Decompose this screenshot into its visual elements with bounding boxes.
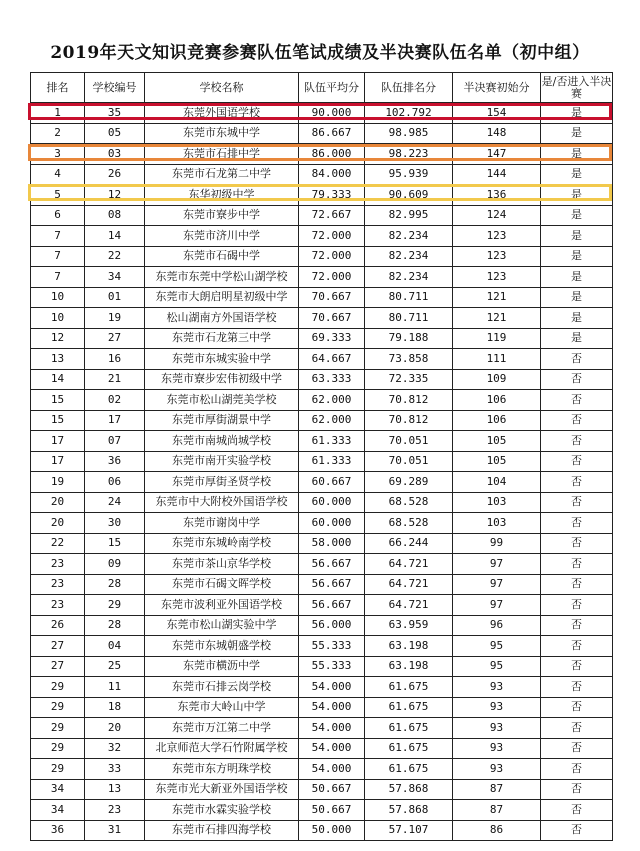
school-code-cell: 11 — [85, 677, 145, 698]
rank-cell: 23 — [31, 595, 85, 616]
semifinal-score-cell: 105 — [453, 451, 541, 472]
advance-cell: 是 — [541, 185, 613, 206]
advance-cell: 否 — [541, 390, 613, 411]
rank-cell: 5 — [31, 185, 85, 206]
school-code-cell: 19 — [85, 308, 145, 329]
average-score-cell: 60.667 — [299, 472, 365, 493]
rank-score-cell: 69.289 — [365, 472, 453, 493]
semifinal-score-cell: 104 — [453, 472, 541, 493]
table-row — [31, 492, 613, 513]
rank-cell: 23 — [31, 554, 85, 575]
semifinal-score-cell: 154 — [453, 103, 541, 124]
semifinal-score-cell: 111 — [453, 349, 541, 370]
average-score-cell: 70.667 — [299, 287, 365, 308]
rank-score-cell: 98.985 — [365, 123, 453, 144]
rank-score-cell: 57.107 — [365, 820, 453, 841]
table-row — [31, 759, 613, 780]
table-row — [31, 103, 613, 124]
advance-cell: 是 — [541, 164, 613, 185]
table-row — [31, 349, 613, 370]
rank-cell: 12 — [31, 328, 85, 349]
school-code-cell: 20 — [85, 718, 145, 739]
school-code-cell: 28 — [85, 574, 145, 595]
rank-score-cell: 73.858 — [365, 349, 453, 370]
header-school-name: 学校名称 — [145, 73, 299, 103]
table-row — [31, 246, 613, 267]
school-code-cell: 05 — [85, 123, 145, 144]
average-score-cell: 54.000 — [299, 718, 365, 739]
rank-score-cell: 70.812 — [365, 390, 453, 411]
semifinal-score-cell: 121 — [453, 308, 541, 329]
rank-score-cell: 82.234 — [365, 246, 453, 267]
advance-cell: 否 — [541, 820, 613, 841]
average-score-cell: 56.667 — [299, 595, 365, 616]
school-name-cell: 东莞市石排中学 — [145, 144, 299, 165]
school-name-cell: 东莞市中大附校外国语学校 — [145, 492, 299, 513]
school-code-cell: 30 — [85, 513, 145, 534]
rank-score-cell: 72.335 — [365, 369, 453, 390]
advance-cell: 否 — [541, 677, 613, 698]
school-name-cell: 东莞市松山湖莞美学校 — [145, 390, 299, 411]
advance-cell: 是 — [541, 123, 613, 144]
school-name-cell: 东莞市寮步宏伟初级中学 — [145, 369, 299, 390]
school-name-cell: 东莞市东城中学 — [145, 123, 299, 144]
school-name-cell: 东莞市石碣中学 — [145, 246, 299, 267]
school-name-cell: 东莞市石龙第三中学 — [145, 328, 299, 349]
school-code-cell: 21 — [85, 369, 145, 390]
advance-cell: 否 — [541, 697, 613, 718]
table-row — [31, 185, 613, 206]
semifinal-score-cell: 123 — [453, 267, 541, 288]
semifinal-score-cell: 95 — [453, 656, 541, 677]
rank-cell: 3 — [31, 144, 85, 165]
advance-cell: 否 — [541, 349, 613, 370]
school-code-cell: 36 — [85, 451, 145, 472]
school-code-cell: 33 — [85, 759, 145, 780]
semifinal-score-cell: 123 — [453, 246, 541, 267]
advance-cell: 否 — [541, 595, 613, 616]
rank-cell: 4 — [31, 164, 85, 185]
table-row — [31, 779, 613, 800]
header-school-code: 学校编号 — [85, 73, 145, 103]
average-score-cell: 60.000 — [299, 513, 365, 534]
advance-cell: 否 — [541, 451, 613, 472]
rank-score-cell: 90.609 — [365, 185, 453, 206]
header-rank: 排名 — [31, 73, 85, 103]
school-code-cell: 12 — [85, 185, 145, 206]
semifinal-score-cell: 106 — [453, 390, 541, 411]
school-name-cell: 东莞市万江第二中学 — [145, 718, 299, 739]
rank-cell: 26 — [31, 615, 85, 636]
average-score-cell: 56.000 — [299, 615, 365, 636]
header-advance: 是/否进入半决赛 — [541, 73, 613, 103]
average-score-cell: 50.000 — [299, 820, 365, 841]
advance-cell: 否 — [541, 472, 613, 493]
table-row — [31, 226, 613, 247]
rank-score-cell: 79.188 — [365, 328, 453, 349]
advance-cell: 否 — [541, 554, 613, 575]
school-name-cell: 东莞市横沥中学 — [145, 656, 299, 677]
semifinal-score-cell: 123 — [453, 226, 541, 247]
table-row — [31, 595, 613, 616]
average-score-cell: 55.333 — [299, 636, 365, 657]
rank-cell: 2 — [31, 123, 85, 144]
table-row — [31, 390, 613, 411]
advance-cell: 否 — [541, 410, 613, 431]
table-row — [31, 451, 613, 472]
advance-cell: 是 — [541, 308, 613, 329]
school-name-cell: 东华初级中学 — [145, 185, 299, 206]
rank-score-cell: 61.675 — [365, 738, 453, 759]
header-row — [31, 73, 613, 103]
rank-cell: 15 — [31, 390, 85, 411]
rank-cell: 20 — [31, 513, 85, 534]
rank-cell: 7 — [31, 267, 85, 288]
table-row — [31, 800, 613, 821]
rank-cell: 27 — [31, 636, 85, 657]
school-code-cell: 29 — [85, 595, 145, 616]
school-code-cell: 08 — [85, 205, 145, 226]
table-row — [31, 820, 613, 841]
school-code-cell: 31 — [85, 820, 145, 841]
rank-score-cell: 57.868 — [365, 779, 453, 800]
advance-cell: 是 — [541, 103, 613, 124]
rank-score-cell: 61.675 — [365, 697, 453, 718]
advance-cell: 是 — [541, 226, 613, 247]
table-row — [31, 615, 613, 636]
rank-score-cell: 68.528 — [365, 513, 453, 534]
school-code-cell: 17 — [85, 410, 145, 431]
school-name-cell: 东莞市东莞中学松山湖学校 — [145, 267, 299, 288]
average-score-cell: 61.333 — [299, 451, 365, 472]
rank-cell: 36 — [31, 820, 85, 841]
rank-cell: 19 — [31, 472, 85, 493]
school-name-cell: 东莞市光大新亚外国语学校 — [145, 779, 299, 800]
rank-score-cell: 98.223 — [365, 144, 453, 165]
rank-cell: 13 — [31, 349, 85, 370]
table-row — [31, 144, 613, 165]
school-name-cell: 东莞市东城岭南学校 — [145, 533, 299, 554]
school-code-cell: 01 — [85, 287, 145, 308]
school-name-cell: 东莞市寮步中学 — [145, 205, 299, 226]
semifinal-score-cell: 93 — [453, 718, 541, 739]
school-code-cell: 07 — [85, 431, 145, 452]
school-name-cell: 东莞市谢岗中学 — [145, 513, 299, 534]
school-code-cell: 03 — [85, 144, 145, 165]
rank-cell: 17 — [31, 451, 85, 472]
advance-cell: 否 — [541, 369, 613, 390]
semifinal-score-cell: 136 — [453, 185, 541, 206]
rank-cell: 20 — [31, 492, 85, 513]
average-score-cell: 69.333 — [299, 328, 365, 349]
average-score-cell: 62.000 — [299, 410, 365, 431]
rank-score-cell: 63.959 — [365, 615, 453, 636]
semifinal-score-cell: 87 — [453, 800, 541, 821]
advance-cell: 是 — [541, 328, 613, 349]
semifinal-score-cell: 95 — [453, 636, 541, 657]
rank-cell: 10 — [31, 308, 85, 329]
table-row — [31, 472, 613, 493]
school-name-cell: 东莞市南城尚城学校 — [145, 431, 299, 452]
table-row — [31, 308, 613, 329]
school-name-cell: 东莞市石排云岗学校 — [145, 677, 299, 698]
table-row — [31, 513, 613, 534]
table-row — [31, 636, 613, 657]
rank-cell: 17 — [31, 431, 85, 452]
rank-cell: 22 — [31, 533, 85, 554]
rank-cell: 7 — [31, 226, 85, 247]
advance-cell: 否 — [541, 533, 613, 554]
average-score-cell: 56.667 — [299, 574, 365, 595]
school-name-cell: 东莞市南开实验学校 — [145, 451, 299, 472]
table-row — [31, 697, 613, 718]
school-code-cell: 09 — [85, 554, 145, 575]
semifinal-score-cell: 109 — [453, 369, 541, 390]
semifinal-score-cell: 97 — [453, 595, 541, 616]
school-name-cell: 东莞市厚街圣贤学校 — [145, 472, 299, 493]
advance-cell: 是 — [541, 287, 613, 308]
school-code-cell: 22 — [85, 246, 145, 267]
average-score-cell: 54.000 — [299, 697, 365, 718]
average-score-cell: 64.667 — [299, 349, 365, 370]
semifinal-score-cell: 106 — [453, 410, 541, 431]
table-row — [31, 287, 613, 308]
table-row — [31, 369, 613, 390]
table-row — [31, 431, 613, 452]
school-code-cell: 06 — [85, 472, 145, 493]
advance-cell: 否 — [541, 431, 613, 452]
semifinal-score-cell: 96 — [453, 615, 541, 636]
advance-cell: 否 — [541, 656, 613, 677]
rank-score-cell: 102.792 — [365, 103, 453, 124]
rank-score-cell: 64.721 — [365, 554, 453, 575]
school-name-cell: 东莞市水霖实验学校 — [145, 800, 299, 821]
rank-cell: 34 — [31, 779, 85, 800]
semifinal-score-cell: 103 — [453, 492, 541, 513]
rank-cell: 29 — [31, 697, 85, 718]
rank-cell: 15 — [31, 410, 85, 431]
average-score-cell: 72.000 — [299, 267, 365, 288]
school-code-cell: 26 — [85, 164, 145, 185]
semifinal-score-cell: 93 — [453, 677, 541, 698]
average-score-cell: 50.667 — [299, 779, 365, 800]
school-code-cell: 25 — [85, 656, 145, 677]
semifinal-score-cell: 86 — [453, 820, 541, 841]
school-code-cell: 18 — [85, 697, 145, 718]
advance-cell: 是 — [541, 246, 613, 267]
average-score-cell: 61.333 — [299, 431, 365, 452]
school-code-cell: 15 — [85, 533, 145, 554]
school-name-cell: 东莞市大朗启明星初级中学 — [145, 287, 299, 308]
results-table — [30, 72, 613, 841]
semifinal-score-cell: 124 — [453, 205, 541, 226]
school-code-cell: 28 — [85, 615, 145, 636]
school-name-cell: 东莞市济川中学 — [145, 226, 299, 247]
table-row — [31, 718, 613, 739]
advance-cell: 是 — [541, 205, 613, 226]
school-name-cell: 东莞外国语学校 — [145, 103, 299, 124]
semifinal-score-cell: 119 — [453, 328, 541, 349]
advance-cell: 否 — [541, 718, 613, 739]
page-title: 2019年天文知识竞赛参赛队伍笔试成绩及半决赛队伍名单（初中组） — [50, 43, 590, 63]
school-code-cell: 04 — [85, 636, 145, 657]
school-name-cell: 东莞市石排四海学校 — [145, 820, 299, 841]
school-name-cell: 东莞市茶山京华学校 — [145, 554, 299, 575]
rank-cell: 29 — [31, 677, 85, 698]
table-row — [31, 164, 613, 185]
table-row — [31, 410, 613, 431]
semifinal-score-cell: 99 — [453, 533, 541, 554]
rank-score-cell: 57.868 — [365, 800, 453, 821]
semifinal-score-cell: 97 — [453, 574, 541, 595]
school-name-cell: 东莞市东城实验中学 — [145, 349, 299, 370]
table-row — [31, 554, 613, 575]
semifinal-score-cell: 144 — [453, 164, 541, 185]
semifinal-score-cell: 147 — [453, 144, 541, 165]
rank-score-cell: 70.051 — [365, 431, 453, 452]
average-score-cell: 70.667 — [299, 308, 365, 329]
rank-cell: 34 — [31, 800, 85, 821]
average-score-cell: 62.000 — [299, 390, 365, 411]
table-row — [31, 656, 613, 677]
rank-score-cell: 63.198 — [365, 656, 453, 677]
rank-score-cell: 80.711 — [365, 308, 453, 329]
school-name-cell: 东莞市石碣文晖学校 — [145, 574, 299, 595]
school-code-cell: 32 — [85, 738, 145, 759]
rank-score-cell: 61.675 — [365, 677, 453, 698]
table-row — [31, 738, 613, 759]
rank-score-cell: 70.812 — [365, 410, 453, 431]
rank-score-cell: 95.939 — [365, 164, 453, 185]
school-code-cell: 35 — [85, 103, 145, 124]
rank-score-cell: 64.721 — [365, 595, 453, 616]
header-semifinal-score: 半决赛初始分 — [453, 73, 541, 103]
rank-cell: 14 — [31, 369, 85, 390]
rank-cell: 23 — [31, 574, 85, 595]
advance-cell: 否 — [541, 615, 613, 636]
average-score-cell: 79.333 — [299, 185, 365, 206]
school-code-cell: 23 — [85, 800, 145, 821]
school-name-cell: 北京师范大学石竹附属学校 — [145, 738, 299, 759]
rank-cell: 29 — [31, 738, 85, 759]
average-score-cell: 54.000 — [299, 738, 365, 759]
school-name-cell: 东莞市东方明珠学校 — [145, 759, 299, 780]
rank-score-cell: 80.711 — [365, 287, 453, 308]
school-name-cell: 松山湖南方外国语学校 — [145, 308, 299, 329]
school-name-cell: 东莞市大岭山中学 — [145, 697, 299, 718]
table-row — [31, 677, 613, 698]
rank-score-cell: 61.675 — [365, 718, 453, 739]
semifinal-score-cell: 121 — [453, 287, 541, 308]
table-row — [31, 574, 613, 595]
average-score-cell: 86.000 — [299, 144, 365, 165]
advance-cell: 否 — [541, 492, 613, 513]
average-score-cell: 58.000 — [299, 533, 365, 554]
advance-cell: 否 — [541, 779, 613, 800]
average-score-cell: 55.333 — [299, 656, 365, 677]
rank-score-cell: 82.995 — [365, 205, 453, 226]
average-score-cell: 72.667 — [299, 205, 365, 226]
school-name-cell: 东莞市石龙第二中学 — [145, 164, 299, 185]
school-code-cell: 14 — [85, 226, 145, 247]
semifinal-score-cell: 93 — [453, 759, 541, 780]
average-score-cell: 84.000 — [299, 164, 365, 185]
school-name-cell: 东莞市松山湖实验中学 — [145, 615, 299, 636]
rank-score-cell: 61.675 — [365, 759, 453, 780]
advance-cell: 是 — [541, 267, 613, 288]
average-score-cell: 56.667 — [299, 554, 365, 575]
advance-cell: 否 — [541, 759, 613, 780]
advance-cell: 否 — [541, 513, 613, 534]
school-code-cell: 34 — [85, 267, 145, 288]
rank-cell: 7 — [31, 246, 85, 267]
rank-score-cell: 68.528 — [365, 492, 453, 513]
school-code-cell: 16 — [85, 349, 145, 370]
semifinal-score-cell: 148 — [453, 123, 541, 144]
semifinal-score-cell: 97 — [453, 554, 541, 575]
table-row — [31, 205, 613, 226]
rank-cell: 29 — [31, 718, 85, 739]
advance-cell: 否 — [541, 636, 613, 657]
header-rank-score: 队伍排名分 — [365, 73, 453, 103]
semifinal-score-cell: 93 — [453, 697, 541, 718]
school-code-cell: 27 — [85, 328, 145, 349]
rank-cell: 1 — [31, 103, 85, 124]
school-code-cell: 02 — [85, 390, 145, 411]
school-code-cell: 13 — [85, 779, 145, 800]
rank-score-cell: 82.234 — [365, 267, 453, 288]
advance-cell: 否 — [541, 800, 613, 821]
average-score-cell: 63.333 — [299, 369, 365, 390]
rank-score-cell: 66.244 — [365, 533, 453, 554]
advance-cell: 否 — [541, 574, 613, 595]
rank-score-cell: 82.234 — [365, 226, 453, 247]
rank-cell: 27 — [31, 656, 85, 677]
advance-cell: 否 — [541, 738, 613, 759]
average-score-cell: 60.000 — [299, 492, 365, 513]
average-score-cell: 72.000 — [299, 226, 365, 247]
header-average-score: 队伍平均分 — [299, 73, 365, 103]
advance-cell: 是 — [541, 144, 613, 165]
rank-score-cell: 64.721 — [365, 574, 453, 595]
average-score-cell: 86.667 — [299, 123, 365, 144]
table-row — [31, 328, 613, 349]
school-name-cell: 东莞市东城朝盛学校 — [145, 636, 299, 657]
semifinal-score-cell: 103 — [453, 513, 541, 534]
rank-score-cell: 70.051 — [365, 451, 453, 472]
average-score-cell: 90.000 — [299, 103, 365, 124]
semifinal-score-cell: 93 — [453, 738, 541, 759]
semifinal-score-cell: 87 — [453, 779, 541, 800]
rank-cell: 29 — [31, 759, 85, 780]
school-code-cell: 24 — [85, 492, 145, 513]
table-row — [31, 123, 613, 144]
average-score-cell: 54.000 — [299, 677, 365, 698]
school-name-cell: 东莞市厚街湖景中学 — [145, 410, 299, 431]
average-score-cell: 50.667 — [299, 800, 365, 821]
table-row — [31, 267, 613, 288]
table-row — [31, 533, 613, 554]
average-score-cell: 72.000 — [299, 246, 365, 267]
rank-score-cell: 63.198 — [365, 636, 453, 657]
rank-cell: 10 — [31, 287, 85, 308]
school-name-cell: 东莞市波利亚外国语学校 — [145, 595, 299, 616]
rank-cell: 6 — [31, 205, 85, 226]
semifinal-score-cell: 105 — [453, 431, 541, 452]
average-score-cell: 54.000 — [299, 759, 365, 780]
